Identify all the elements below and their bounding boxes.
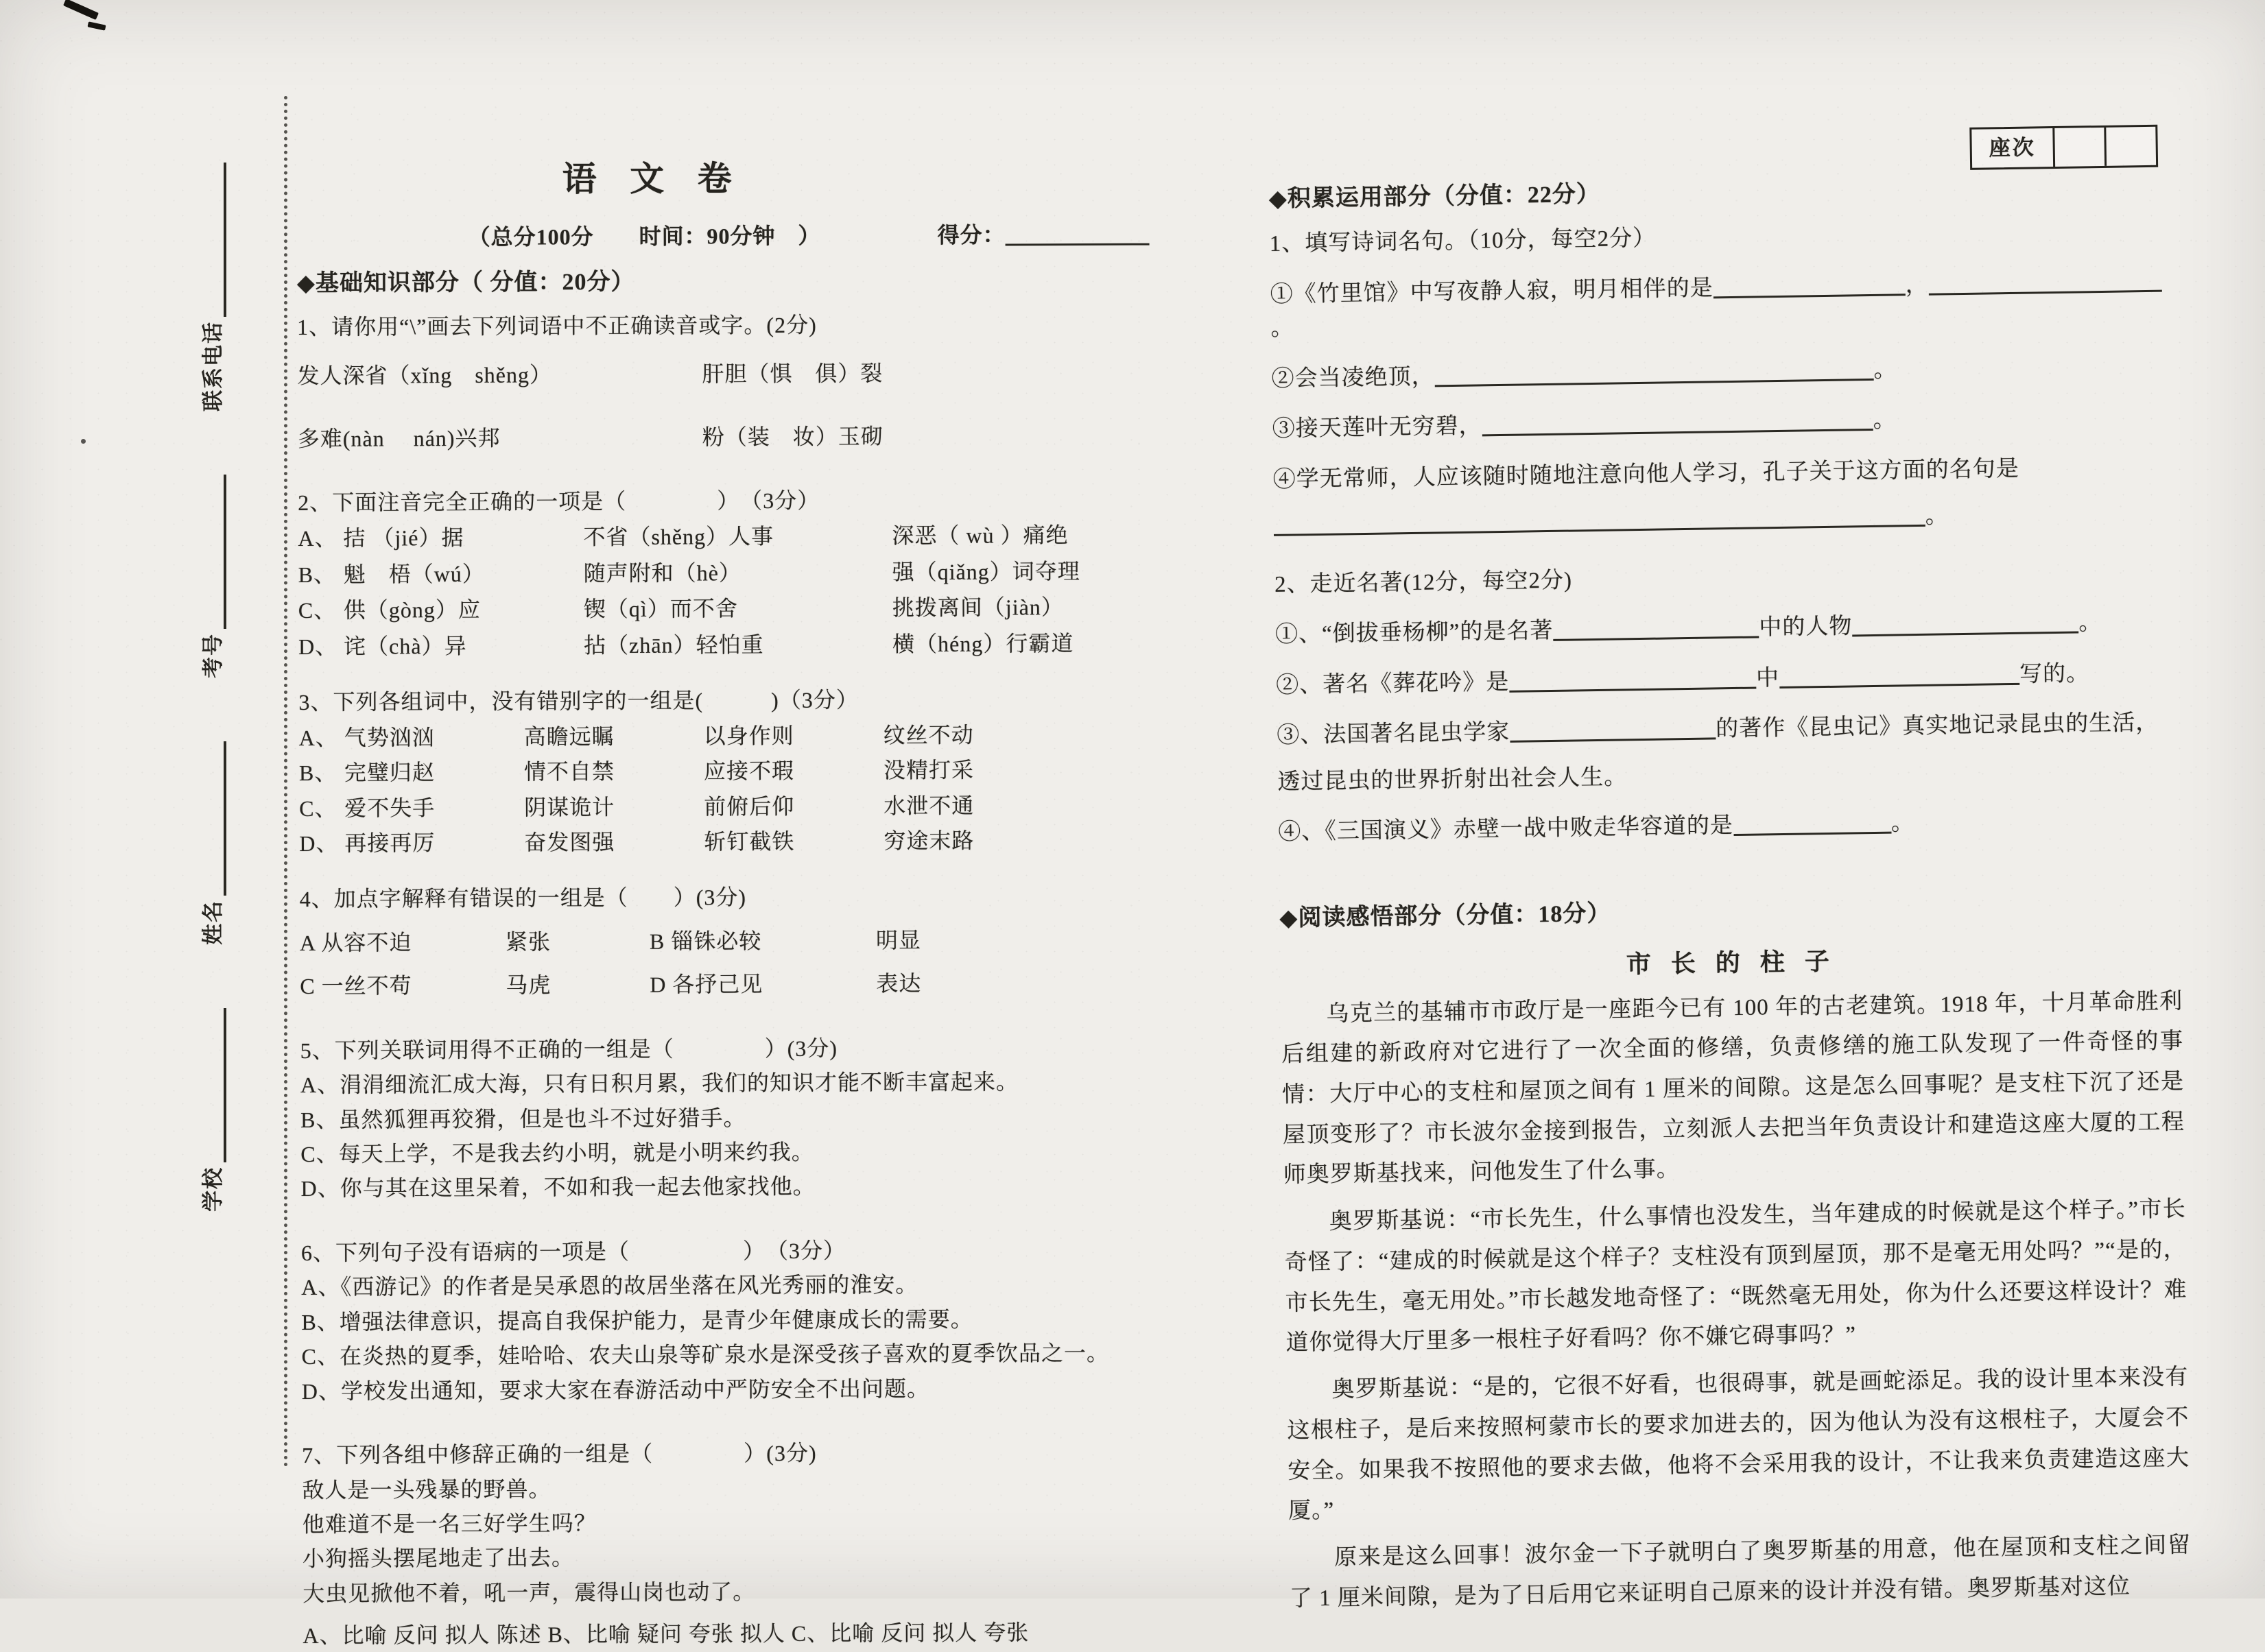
- q3-option-c: [299, 789, 1157, 824]
- left-column: [296, 153, 1161, 1652]
- q1-cell: 发人深省（xǐng shěng）: [297, 362, 553, 389]
- option-cell: 马虎: [506, 972, 552, 998]
- fill-text: ④学无常师，人应该随时随地注意向他人学习，孔子关于这方面的名句是: [1272, 456, 2019, 492]
- option-cell: 强（qiǎng）词夺理: [892, 558, 1080, 585]
- q1-cell: 肝胆（惧 俱）裂: [702, 361, 884, 387]
- fill-text: ③接天莲叶无穷碧，: [1272, 414, 1482, 442]
- seat-label: 座次: [1989, 135, 2036, 160]
- scan-artifact: [87, 21, 106, 30]
- option-cell: 再接再厉: [344, 830, 436, 856]
- q1-row-1: [297, 357, 1154, 392]
- option-cell: D 各抒己见: [650, 972, 763, 998]
- margin-field-school: [195, 1008, 226, 1212]
- option-cell: 紧张: [505, 929, 552, 955]
- q4-row-1: [300, 924, 1157, 959]
- option-cell: C 一丝不苟: [300, 973, 412, 999]
- score-blank: [1005, 222, 1149, 246]
- q6-option-b: B、增强法律意识，提高自我保护能力，是青少年健康成长的需要。: [301, 1306, 973, 1334]
- section-header-accumulation: ◆积累运用部分（分值：22分）: [1268, 181, 1601, 212]
- option-label: B、: [298, 562, 337, 587]
- option-cell: 没精打采: [883, 757, 975, 783]
- rq2-item-1: [1275, 605, 2178, 652]
- option-cell: 横（héng）行霸道: [892, 630, 1074, 656]
- option-cell: 以身作则: [703, 723, 794, 749]
- q7-sentence-4: 大虫见掀他不着，吼一声，震得山岗也动了。: [303, 1579, 756, 1606]
- option-cell: 深恶（ wù ）痛绝: [892, 523, 1069, 549]
- seal-line: [284, 96, 287, 1468]
- q1-cell: 粉（装 妆）玉砌: [702, 423, 884, 449]
- option-cell: 纹丝不动: [883, 722, 974, 747]
- option-cell: 拈（zhān）轻怕重: [584, 632, 764, 658]
- fill-text: 。: [1890, 811, 1915, 836]
- margin-field-phone-label: 联系电话: [201, 321, 225, 411]
- q2-option-b: [298, 555, 1156, 590]
- option-cell: 爱不失手: [344, 795, 436, 821]
- q2-option-d: [298, 627, 1156, 662]
- answer-blank: [1713, 272, 1905, 298]
- q6-option-a: A、《西游记》的作者是吴承恩的故居坐落在风光秀丽的淮安。: [301, 1272, 918, 1300]
- fill-text: ④、《三国演义》赤壁一战中败走华容道的是: [1278, 813, 1734, 845]
- q6-option-c: C、在炎热的夏季，娃哈哈、农夫山泉等矿泉水是深受孩子喜欢的夏季饮品之一。: [301, 1341, 1110, 1369]
- rq2-item-4: [1278, 802, 2181, 850]
- fill-text: 。: [1270, 315, 1294, 341]
- score-label: 得分：: [937, 222, 1006, 248]
- q7-answer-options: A、比喻 反问 拟人 陈述 B、比喻 疑问 夸张 拟人 C、比喻 反问 拟人 夸张: [303, 1620, 1030, 1649]
- option-cell: 锲（qì）而不舍: [583, 596, 738, 622]
- rq1-item-1: [1270, 265, 2172, 346]
- page-title: 语 文 卷: [562, 159, 744, 199]
- q3-option-b: [299, 754, 1157, 789]
- seat-table: [1969, 125, 2158, 170]
- option-cell: 拮 （jié）据: [343, 525, 464, 551]
- q1-stem: 1、请你用“\”画去下列词语中不正确读音或字。(2分): [297, 312, 817, 339]
- q2-stem: 2、下面注音完全正确的一项是（ ） （3分）: [298, 488, 820, 516]
- reading-paragraph-2: 奥罗斯基说：“市长先生，什么事情也没发生，当年建成的时候就是这个样子。”市长奇怪了：“建成的时候就是这个样子？支柱没有顶到屋顶，那不是毫无用处吗？”“是的，市长先生，毫无用处。”市长越发地奇怪了：“既然毫无用处，你为什么还要这样设计？难道你觉得大厅里多一根柱子好看吗？你不嫌它碍事吗？”: [1284, 1197, 2187, 1356]
- seat-cell-2: [2104, 127, 2156, 166]
- q7-sentence-1: 敌人是一头残暴的野兽。: [302, 1476, 552, 1503]
- option-cell: 斩钉截铁: [704, 828, 795, 854]
- option-cell: 气势汹汹: [344, 724, 435, 750]
- q7-stem: 7、下列各组中修辞正确的一组是（ ）(3分): [302, 1440, 817, 1468]
- q5-stem: 5、下列关联词用得不正确的一组是（ ）(3分): [300, 1036, 838, 1063]
- score-field: [937, 219, 1149, 252]
- answer-blank: [1273, 503, 1925, 536]
- section-header-basics: ◆基础知识部分（ 分值：20分）: [296, 270, 635, 297]
- q5-option-b: B、虽然狐狸再狡猾，但是也斗不过好猎手。: [300, 1105, 746, 1132]
- margin-field-examno-label: 考号: [201, 633, 225, 678]
- margin-field-school-blank: [203, 1008, 226, 1162]
- option-cell: 明显: [875, 927, 922, 953]
- fill-text: ②、著名《葬花吟》是: [1275, 669, 1510, 698]
- answer-blank: [1553, 614, 1759, 641]
- q4-row-2: [300, 968, 1157, 1003]
- fill-text: 。: [2078, 610, 2102, 636]
- margin-field-name: [195, 741, 226, 945]
- rq1-item-2: [1271, 349, 2174, 396]
- fill-text: 。: [1873, 407, 1897, 433]
- fill-text: ③、法国著名昆虫学家: [1277, 719, 1510, 748]
- option-label: D、: [298, 634, 338, 659]
- q6-option-d: D、学校发出通知，要求大家在春游活动中严防安全不出问题。: [301, 1376, 930, 1404]
- option-label: C、: [298, 598, 337, 623]
- reading-paragraph-3: 奥罗斯基说：“是的，它很不好看，也很碍事，就是画蛇添足。我的设计里本来没有这根柱子，是后来按照柯蒙市长的要求加进去的，因为他认为没有这根柱子，大厦会不安全。如果我不按照他的要求去做，他将不会采用我的设计，不让我来负责建造这座大厦。”: [1287, 1365, 2190, 1524]
- q5-option-a: A、涓涓细流汇成大海，只有日积月累，我们的知识才能不断丰富起来。: [300, 1069, 1019, 1098]
- q3-option-a: [299, 719, 1157, 754]
- rq1-item-3: [1272, 399, 2174, 446]
- option-cell: 高瞻远瞩: [523, 723, 615, 750]
- option-label: C、: [299, 795, 337, 821]
- q5-option-d: D、你与其在这里呆着，不如和我一起去他家找他。: [300, 1174, 816, 1201]
- fill-text: ②会当凌绝顶，: [1271, 363, 1435, 392]
- q7-sentence-3: 小狗摇头摆尾地走了出去。: [302, 1545, 575, 1572]
- option-cell: A 从容不迫: [299, 930, 412, 955]
- option-cell: 情不自禁: [523, 759, 615, 785]
- seat-cell-1: [2052, 128, 2104, 167]
- fill-text: 。: [1873, 357, 1897, 383]
- fill-text: ①、“倒拔垂杨柳”的是名著: [1274, 618, 1554, 647]
- option-cell: 前俯后仰: [704, 793, 795, 819]
- q2-option-a: [298, 520, 1155, 555]
- option-cell: 供（gòng）应: [343, 597, 481, 623]
- rq1-item-4: [1272, 450, 2175, 497]
- exam-meta: （总分100分 时间：90分钟 ）: [468, 223, 821, 250]
- option-cell: 阴谋诡计: [524, 794, 615, 820]
- reading-paragraph-1: 乌克兰的基辅市市政厅是一座距今已有 100 年的古老建筑。1918 年，十月革命胜利后组建的新政府对它进行了一次全面的修缮，负责修缮的施工队发现了一件奇怪的事情：大厅中心的支柱和屋顶之间有 1 厘米的间隙。这是怎么回事呢？是支柱下沉了还是屋顶变形了？市长波尔金接到报告，立刻派人去把当年负责设计和建造这座大厦的工程师奥罗斯基找来，问他发生了什么事。: [1281, 988, 2185, 1188]
- reading-paragraph-4: 原来是这么回事！波尔金一下子就明白了奥罗斯基的用意，他在屋顶和支柱之间留了 1 厘米间隙，是为了日后用它来证明自己原来的设计并没有错。奥罗斯基对这位: [1289, 1533, 2192, 1612]
- option-cell: 水泄不通: [884, 793, 975, 818]
- answer-blank: [1510, 715, 1716, 742]
- option-cell: 魁 梧（wú）: [343, 561, 485, 587]
- margin-field-school-label: 学校: [201, 1166, 225, 1212]
- answer-blank: [1852, 610, 2078, 637]
- fill-text: ，: [1905, 272, 1929, 298]
- rq1-stem: 1、填写诗词名句。（10分，每空2分）: [1269, 226, 1657, 256]
- q4-stem: 4、加点字解释有错误的一组是（ ）(3分): [299, 885, 747, 912]
- rq2-stem: 2、走近名著(12分，每空2分): [1274, 567, 1573, 597]
- q2-option-c: [298, 592, 1156, 627]
- fill-text: 写的。: [2019, 660, 2090, 687]
- answer-blank: [1434, 356, 1873, 386]
- answer-blank: [1482, 407, 1873, 436]
- margin-field-phone: [195, 163, 226, 411]
- q7-sentence-2: 他难道不是一名三好学生吗？: [302, 1511, 597, 1537]
- option-label: B、: [298, 760, 337, 786]
- option-cell: 诧（chà）异: [344, 633, 467, 659]
- fill-text: ①《竹里馆》中写夜静人寂，明月相伴的是: [1270, 275, 1713, 307]
- option-cell: 穷途末路: [884, 828, 975, 854]
- fill-text: 中的人物: [1759, 614, 1853, 641]
- margin-field-name-label: 姓名: [201, 900, 225, 945]
- scan-artifact: [63, 0, 99, 20]
- option-cell: 挑拨离间（jiàn）: [892, 595, 1064, 621]
- option-cell: B 锱铢必较: [649, 928, 762, 954]
- answer-blank: [1928, 267, 2161, 295]
- fill-text: 中: [1755, 665, 1780, 691]
- rq2-item-3: [1277, 706, 2179, 753]
- answer-blank: [1733, 810, 1891, 836]
- option-cell: 随声附和（hè）: [583, 560, 742, 586]
- margin-field-examno-blank: [203, 475, 226, 629]
- option-cell: 完璧归赵: [344, 760, 436, 785]
- right-column: [1268, 106, 2192, 1619]
- scan-artifact: [81, 439, 86, 444]
- q5-option-c: C、每天上学，不是我去约小明，就是小明来约我。: [300, 1139, 814, 1167]
- option-label: D、: [299, 830, 339, 856]
- fill-text: 。: [1925, 503, 1949, 529]
- reading-passage-title: 市 长 的 柱 子: [1626, 947, 1837, 978]
- rq2-item-3-cont: 透过昆虫的世界折射出社会人生。: [1277, 764, 1628, 795]
- option-label: A、: [298, 526, 337, 551]
- margin-field-phone-blank: [203, 163, 226, 317]
- answer-blank: [1779, 660, 2019, 688]
- section-header-reading: ◆阅读感悟部分（分值：18分）: [1279, 900, 1611, 931]
- option-label: A、: [298, 725, 338, 750]
- option-cell: 表达: [876, 971, 922, 996]
- margin-field-examno: [195, 475, 226, 678]
- q1-row-2: [298, 420, 1155, 455]
- margin-registration-fields: [185, 217, 226, 1212]
- answer-blank: [1509, 665, 1756, 692]
- q6-stem: 6、下列句子没有语病的一项是（ ） （3分）: [300, 1238, 846, 1265]
- q1-cell: 多难(nàn nán)兴邦: [297, 425, 501, 451]
- option-cell: 奋发图强: [524, 829, 615, 855]
- q3-stem: 3、下列各组词中，没有错别字的一组是( )（3分）: [298, 687, 859, 715]
- option-cell: 应接不瑕: [703, 758, 795, 784]
- option-cell: 不省（shěng）人事: [583, 524, 774, 550]
- q3-option-d: [299, 824, 1157, 859]
- rq2-item-2: [1276, 656, 2179, 703]
- fill-text: 的著作《昆虫记》真实地记录昆虫的生活，: [1715, 710, 2159, 742]
- rq1-item-4-blank: [1273, 496, 2176, 543]
- exam-meta-row: [296, 219, 1154, 254]
- margin-field-name-blank: [203, 741, 226, 896]
